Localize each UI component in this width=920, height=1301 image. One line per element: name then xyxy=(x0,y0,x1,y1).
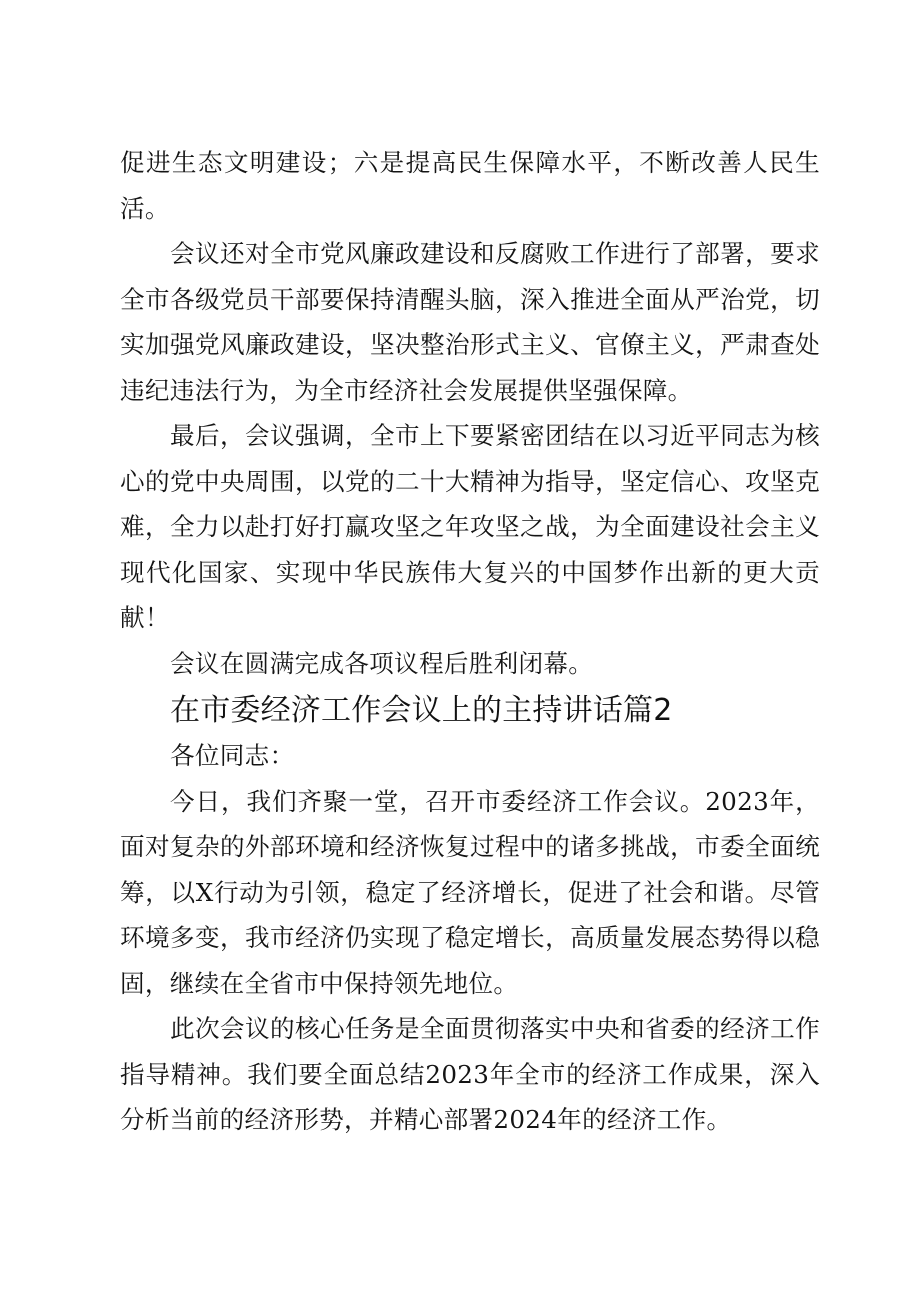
paragraph-conclusion: 最后，会议强调，全市上下要紧密团结在以习近平同志为核心的党中央周围，以党的二十大精神为指导，坚定信心、攻坚克难，全力以赴打好打赢攻坚之年攻坚之战，为全面建设社会主义现代化国家、实现中华民族伟大复兴的中国梦作出新的更大贡献！ xyxy=(120,421,820,632)
paragraph-closing: 会议在圆满完成各项议程后胜利闭幕。 xyxy=(170,648,594,678)
paragraph-continuation: 促进生态文明建设；六是提高民生保障水平，不断改善人民生活。 xyxy=(120,148,820,223)
paragraph-opening: 今日，我们齐聚一堂，召开市委经济工作会议。2023年，面对复杂的外部环境和经济恢复过程中的诸多挑战，市委全面统筹，以X行动为引领，稳定了经济增长，促进了社会和谐。尽管环境多变，我市经济仍实现了稳定增长，高质量发展态势得以稳固，继续在全省市中保持领先地位。 xyxy=(120,786,820,998)
section-heading: 在市委经济工作会议上的主持讲话篇2 xyxy=(170,693,673,728)
paragraph-core-task: 此次会议的核心任务是全面贯彻落实中央和省委的经济工作指导精神。我们要全面总结2023年全市的经济工作成果，深入分析当前的经济形势，并精心部署2024年的经济工作。 xyxy=(120,1014,820,1134)
paragraph-discipline: 会议还对全市党风廉政建设和反腐败工作进行了部署，要求全市各级党员干部要保持清醒头脑，深入推进全面从严治党，切实加强党风廉政建设，坚决整治形式主义、官僚主义，严肃查处违纪违法行为，为全市经济社会发展提供坚强保障。 xyxy=(120,239,820,405)
paragraph-salutation: 各位同志： xyxy=(170,741,295,770)
document-body xyxy=(120,140,820,1143)
